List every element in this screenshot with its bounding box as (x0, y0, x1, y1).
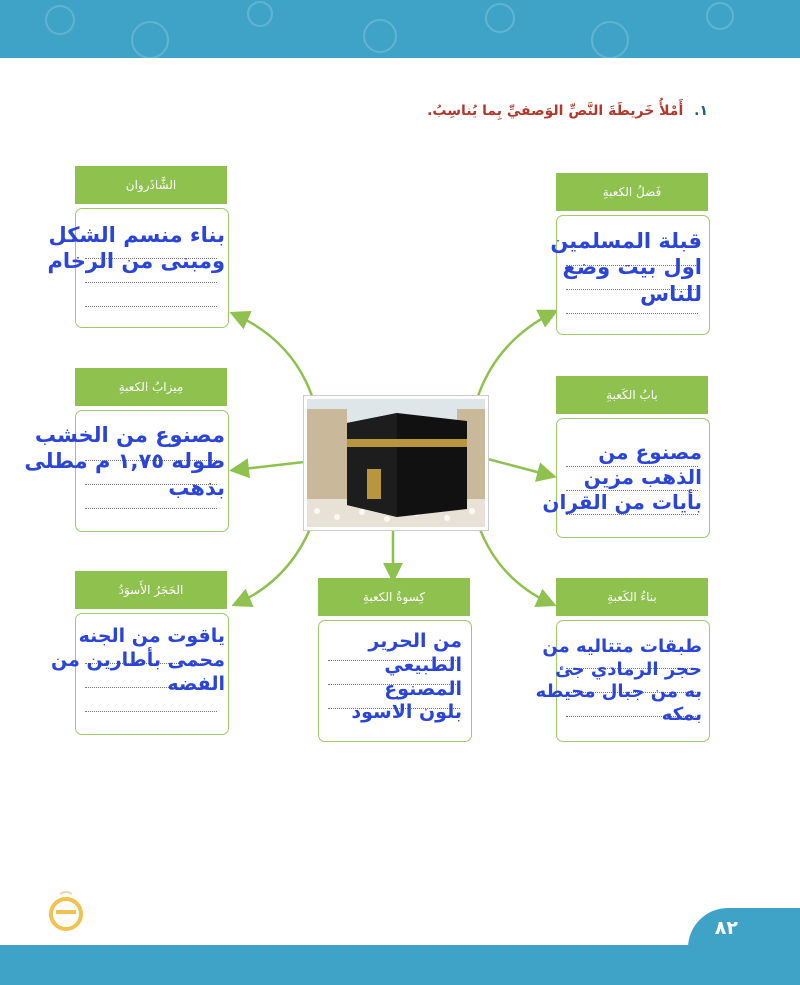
page-number: ٨٢ (714, 917, 738, 939)
answer-mizab: مصنوع من الخشب طوله ١,٧٥ م مطلى بذهب (24, 423, 225, 500)
card-heading: بابُ الكَعبةِ (556, 376, 708, 414)
card-heading: بناءُ الكَعبةِ (556, 578, 708, 616)
kaaba-photo (304, 396, 488, 530)
answer-kiswa: من الحرير الطبيعي المصنوع بلون الاسود (351, 630, 462, 724)
instruction-text: أَمْلأُ خَريطَةَ النَّصِّ الوَصفيِّ بِما يُناسِبُ. (427, 103, 684, 119)
page-number-tab (688, 908, 800, 948)
card-heading: كِسوةُ الكعبةِ (318, 578, 470, 616)
arrow-to-fadl (478, 312, 554, 396)
arrow-to-hajar (236, 524, 312, 604)
arrow-to-mizab (234, 462, 304, 470)
answer-fadl: قبلة المسلمين اول بيت وضع للناس (550, 229, 702, 306)
exercise-number: ١. (694, 103, 708, 119)
card-heading: الشَّاذَروان (75, 166, 227, 204)
card-heading: فَضلُ الكعبةِ (556, 173, 708, 211)
answer-shadharwan: بناء منسم الشكل ومبنى من الرخام (47, 223, 225, 274)
bottom-banner (0, 945, 800, 985)
answer-binaa: طبقات متتاليه من حجر الرمادي جئ به من جبال محيطه بمكه (535, 636, 702, 725)
card-heading: مِيزابُ الكعبةِ (75, 368, 227, 406)
publisher-logo (46, 888, 86, 932)
card-heading: الحَجَرُ الأَسوَدُ (75, 571, 227, 609)
arrow-to-binaa (478, 524, 552, 604)
kaaba-illustration (307, 399, 485, 527)
answer-hajar: ياقوت من الجنه محمى بأطارين من الفضه (51, 625, 225, 695)
arrow-to-shadharwan (234, 314, 312, 396)
answer-bab: مصنوع من الذهب مزين بأيات من القران (542, 440, 702, 514)
